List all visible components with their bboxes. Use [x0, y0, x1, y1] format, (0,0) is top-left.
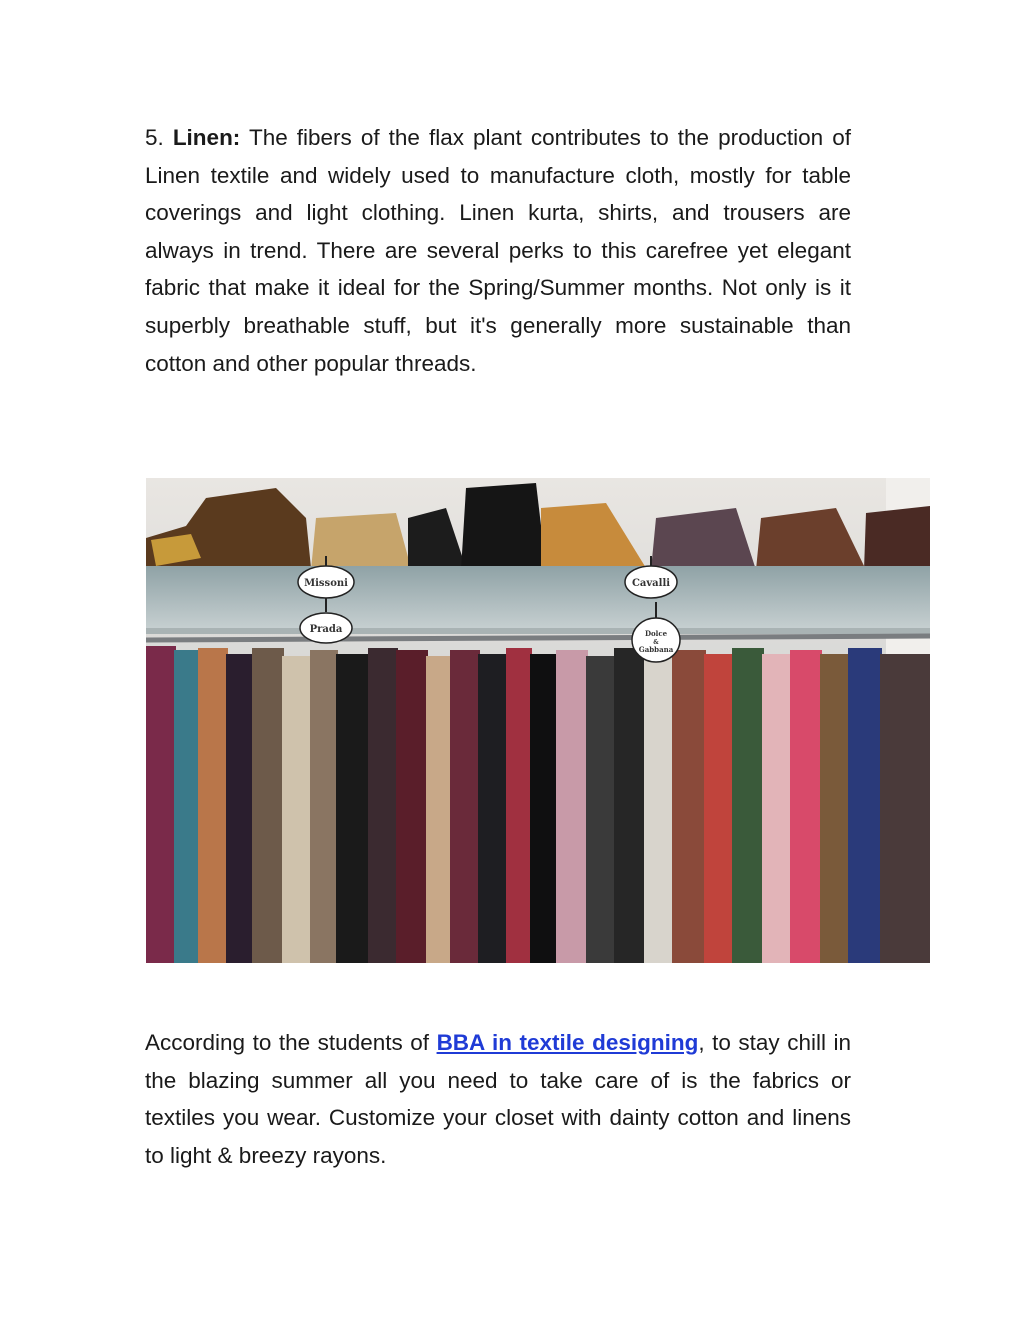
- linen-paragraph: [145, 119, 851, 382]
- summer-fabrics-paragraph: [145, 1024, 851, 1174]
- bba-textile-designing-link[interactable]: BBA in textile designing: [436, 1030, 699, 1055]
- linen-description: The fibers of the flax plant contributes to the production of Linen textile and widely used to manufacture cloth, mostly for table coverings and light clothing. Linen kurta, shirts, and trousers are always in trend. There are several perks to this carefree yet elegant fabric that make it ideal for the Spring/Summer months. Not only is it superbly breathable stuff, but it's generally more sustainable than cotton and other popular threads.: [145, 125, 851, 376]
- tag-label: Cavalli: [631, 578, 671, 589]
- tag-label: Prada: [309, 624, 343, 635]
- para2-intro: According to the students of: [145, 1030, 437, 1055]
- clothing-rack-photo: [146, 478, 930, 963]
- para2-rest: , to stay chill in the blazing summer all you need to take care of is the fabrics or textiles you wear. Customize your closet with dainty cotton and linens to light & breezy rayons.: [145, 1030, 851, 1168]
- linen-term: Linen:: [172, 125, 241, 150]
- tag-label: &: [653, 639, 659, 646]
- tag-label: Gabbana: [638, 645, 674, 654]
- tag-label: Missoni: [304, 578, 348, 589]
- list-number: 5.: [145, 125, 164, 150]
- hanging-clothes: [146, 646, 930, 963]
- glass-shelf: [146, 566, 930, 630]
- tag-label: Dolce: [644, 629, 668, 638]
